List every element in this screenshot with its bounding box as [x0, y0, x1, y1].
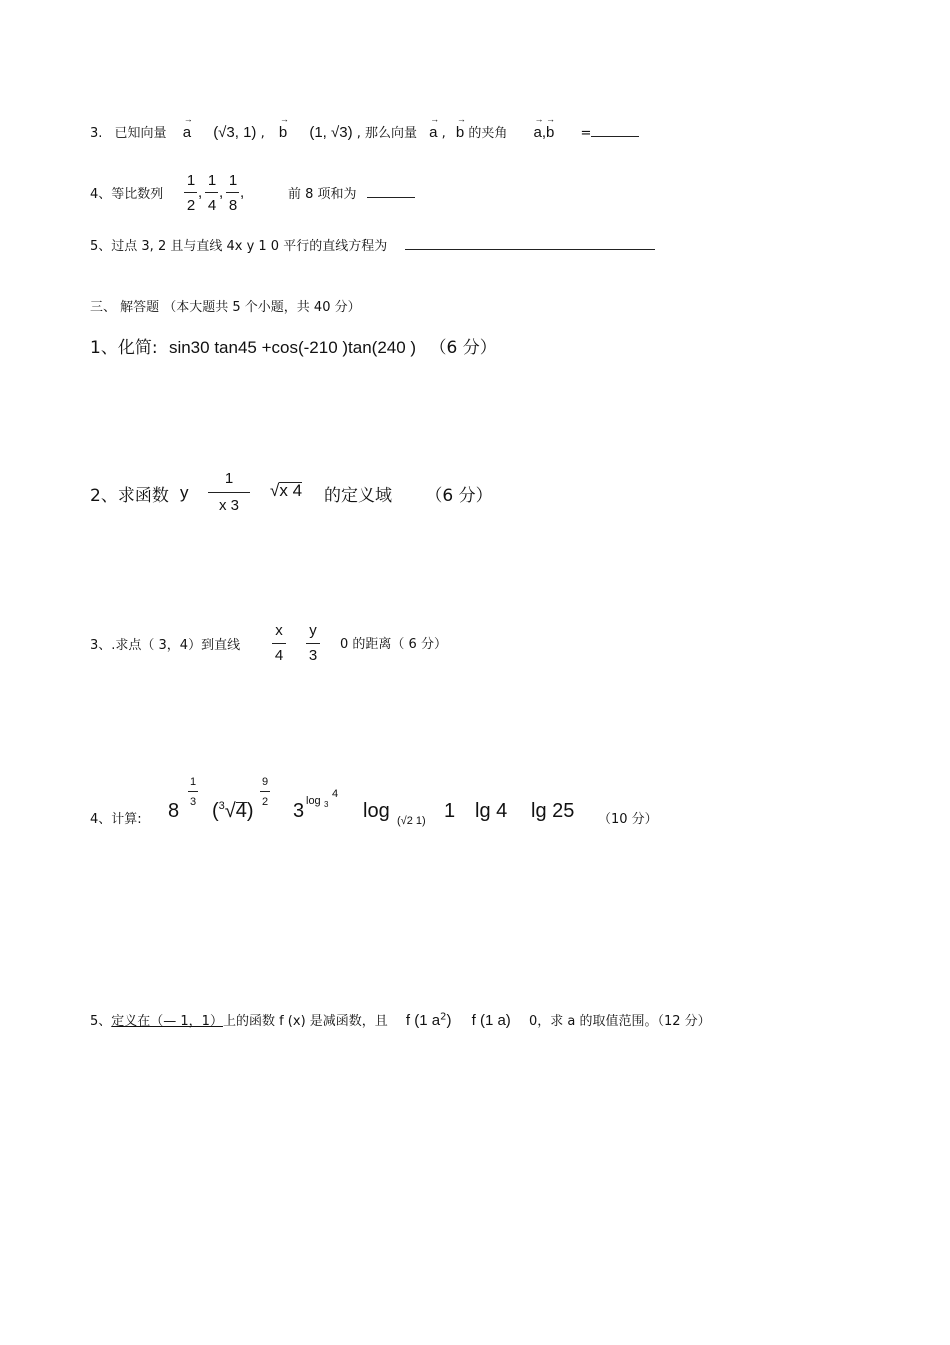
fraction-bar — [188, 791, 198, 792]
log-text: log — [363, 800, 390, 822]
sup-log: log — [306, 795, 321, 807]
problem-2-text: 的定义域 — [324, 486, 392, 506]
problem-1-number: 1、化简: — [90, 338, 158, 358]
vector-b-2: → b — [455, 114, 466, 141]
arrow-icon: → — [456, 114, 466, 124]
q3-text-3: 的夹角 — [468, 126, 508, 141]
problem-2-sqrt — [270, 481, 302, 501]
problem-4-score: （10 分） — [598, 812, 658, 827]
sqrt-body: x 4 — [279, 481, 303, 500]
problem-1 — [90, 333, 497, 358]
problem-2-score: （6 分） — [425, 486, 493, 506]
problem-5-square: 2 — [440, 1011, 447, 1023]
problem-2-numerator: 1 — [224, 470, 234, 487]
vector-b-value: (1, √3) — [309, 124, 353, 141]
problem-3-frac1-numerator: x — [275, 622, 283, 639]
q4-number: 4、等比数列 — [90, 187, 164, 202]
problem-5-text-2: 0，求 a 的取值范围。（12 分） — [528, 1014, 711, 1029]
fraction-bar — [306, 643, 320, 644]
arrow-icon: → — [430, 114, 440, 124]
cube-root-group — [212, 800, 254, 823]
exponent-1-numerator: 1 — [189, 776, 197, 788]
problem-5-f1: f (1 a — [405, 1012, 441, 1029]
lg25-term: lg 25 — [531, 800, 575, 822]
fraction-bar — [272, 643, 286, 644]
base-3: 3 — [293, 800, 305, 822]
lg4-term: lg 4 — [475, 800, 508, 822]
sqrt-icon: √ — [270, 481, 280, 500]
q3-number: 3. — [90, 126, 103, 141]
sqrt-icon: √ — [224, 800, 236, 822]
problem-3-number: 3、.求点（ 3，4）到直线 — [90, 638, 241, 653]
problem-5-text-1: 上的函数 f (x) 是减函数，且 — [222, 1014, 388, 1029]
fraction-3-numerator: 1 — [228, 172, 238, 189]
base-8: 8 — [168, 800, 180, 822]
problem-5-number: 5、 — [90, 1014, 112, 1029]
q3-text-2: , 那么向量 — [356, 126, 417, 141]
q5-line — [90, 235, 655, 254]
answer-blank[interactable] — [367, 183, 415, 198]
exponent-2-denominator: 2 — [261, 796, 269, 808]
comma: , — [240, 184, 245, 201]
fraction-2-denominator: 4 — [207, 197, 217, 214]
vector-a-2: → a — [429, 114, 440, 141]
vector-a: → a — [182, 114, 193, 141]
answer-blank[interactable] — [405, 235, 655, 250]
q4-line — [288, 183, 415, 202]
problem-2-denominator: x 3 — [218, 497, 239, 514]
problem-3-frac1-denominator: 4 — [274, 647, 284, 664]
fraction-2-numerator: 1 — [207, 172, 217, 189]
q3-comma: , — [441, 126, 446, 141]
paren-open: ( — [212, 800, 219, 822]
cube-root-body: 4 — [235, 800, 247, 822]
arrow-icon: → — [183, 114, 193, 124]
arrow-icon: → — [279, 114, 289, 124]
exponent-2-numerator: 9 — [261, 776, 269, 788]
fraction-1-numerator: 1 — [186, 172, 196, 189]
comma: , — [219, 184, 224, 201]
exponent-1-denominator: 3 — [189, 796, 197, 808]
log-argument: 1 — [444, 800, 456, 822]
fraction-3-denominator: 8 — [228, 197, 238, 214]
q3-equals: = — [580, 126, 592, 141]
problem-2-line — [324, 481, 493, 506]
fraction-bar — [184, 192, 197, 193]
problem-4-number: 4、计算: — [90, 812, 142, 827]
answer-blank[interactable] — [591, 122, 639, 137]
log-base: (√2 1) — [397, 815, 426, 827]
comma: , — [198, 184, 203, 201]
problem-1-expression: sin30 tan45 +cos(-210 )tan(240 ) — [168, 338, 417, 357]
problem-5-f1-close: ) — [446, 1012, 452, 1029]
q5-text: 5、过点 3, 2 且与直线 4x y 1 0 平行的直线方程为 — [90, 239, 388, 254]
sup-log-argument: 4 — [332, 788, 339, 800]
sup-log-base: 3 — [324, 800, 329, 809]
problem-3-frac2-numerator: y — [309, 622, 317, 639]
angle-ab: → → a,b — [533, 114, 556, 141]
problem-5-f2: f (1 a) — [471, 1012, 511, 1029]
q3-separator: , — [260, 126, 265, 141]
q4-text: 前 8 项和为 — [288, 187, 357, 202]
vector-a-value: (√3, 1) — [213, 124, 257, 141]
fraction-bar — [205, 192, 218, 193]
problem-5-domain: 定义在（— 1，1） — [111, 1014, 223, 1029]
problem-1-score: （6 分） — [429, 338, 497, 358]
fraction-bar — [208, 492, 250, 493]
arrow-icon: → → — [534, 114, 556, 124]
section-heading: 三、 解答题 （本大题共 5 个小题，共 40 分） — [90, 300, 361, 315]
q3-line — [90, 114, 639, 141]
q3-text-1: 已知向量 — [114, 126, 167, 141]
problem-2-number: 2、求函数 — [90, 486, 169, 506]
problem-3-frac2-denominator: 3 — [308, 647, 318, 664]
fraction-1-denominator: 2 — [186, 197, 196, 214]
problem-3-text: 0 的距离（ 6 分） — [340, 637, 447, 652]
cube-root-index: 3 — [218, 800, 225, 812]
paren-close: ) — [246, 800, 254, 822]
problem-2-y: y — [180, 483, 189, 502]
fraction-bar — [260, 791, 270, 792]
problem-5-line — [90, 1010, 711, 1029]
fraction-bar — [226, 192, 239, 193]
vector-b: → b — [278, 114, 289, 141]
